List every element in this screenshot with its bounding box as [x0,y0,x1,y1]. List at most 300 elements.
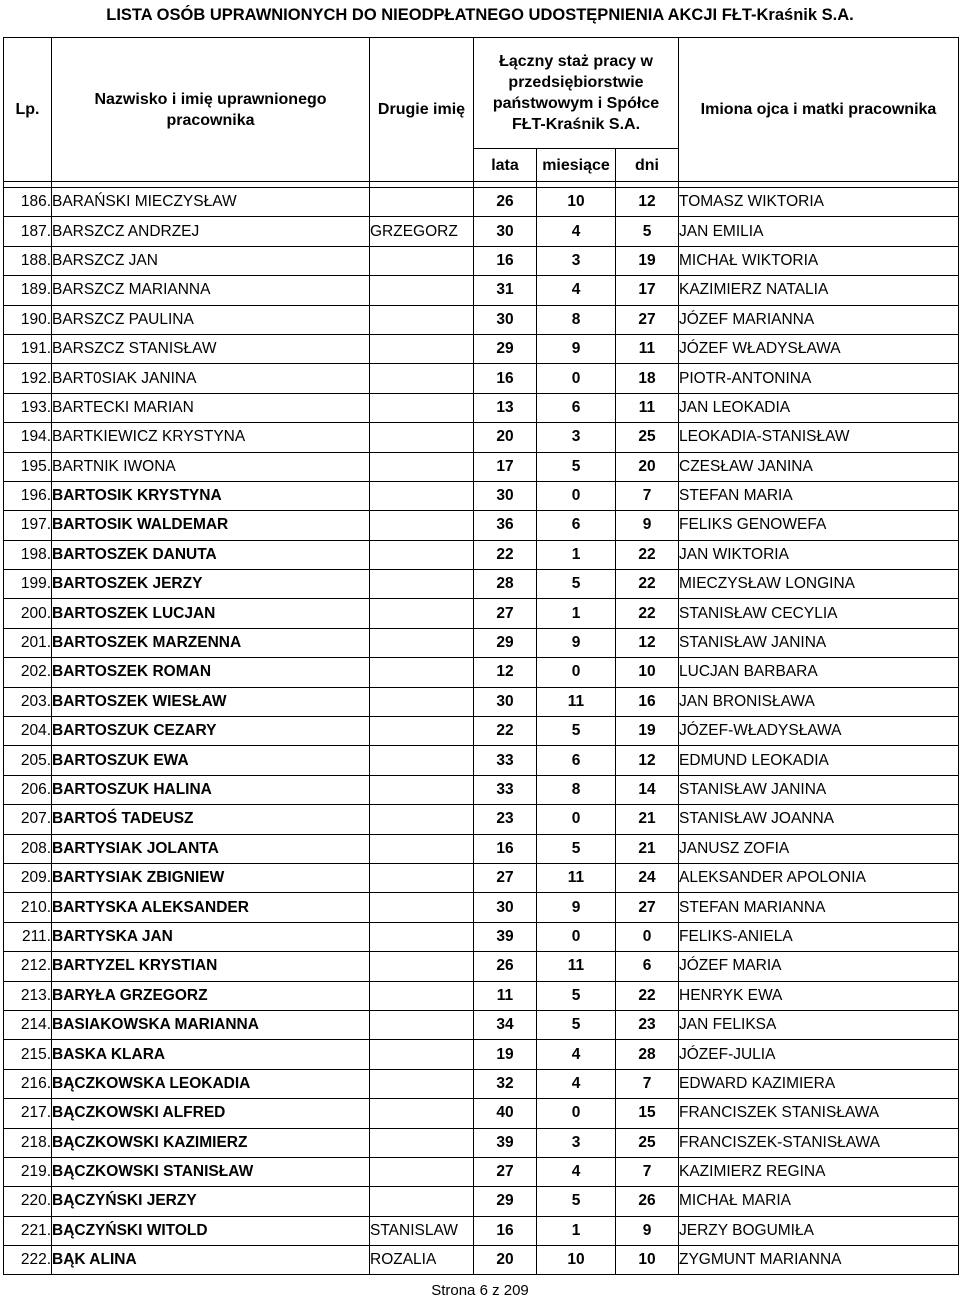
employee-name: BARTOŚ TADEUSZ [52,805,370,834]
service-months: 0 [537,481,616,510]
parents-names: LUCJAN BARBARA [679,658,959,687]
service-years: 36 [474,511,537,540]
second-name [370,188,474,217]
service-years: 20 [474,423,537,452]
service-years: 27 [474,1157,537,1186]
service-months: 9 [537,628,616,657]
service-months: 11 [537,863,616,892]
parents-names: STANISŁAW JOANNA [679,805,959,834]
table-row [4,364,959,393]
service-days: 12 [616,628,679,657]
service-days: 27 [616,305,679,334]
service-years: 33 [474,746,537,775]
second-name [370,893,474,922]
table-row [4,1157,959,1186]
employee-name: BĄCZYŃSKI JERZY [52,1187,370,1216]
second-name [370,1157,474,1186]
employee-name: BARSZCZ ANDRZEJ [52,217,370,246]
second-name [370,599,474,628]
service-years: 16 [474,364,537,393]
service-months: 4 [537,1069,616,1098]
employee-name: BĄCZKOWSKI STANISŁAW [52,1157,370,1186]
employee-name: BARTNIK IWONA [52,452,370,481]
employee-name: BARTYSKA JAN [52,922,370,951]
service-days: 7 [616,1069,679,1098]
service-days: 10 [616,658,679,687]
service-months: 5 [537,452,616,481]
table-row [4,1099,959,1128]
employee-name: BARTOSIK KRYSTYNA [52,481,370,510]
row-number: 188. [4,246,52,275]
service-months: 1 [537,599,616,628]
service-days: 0 [616,922,679,951]
beneficiaries-table [3,37,959,1275]
table-row [4,1010,959,1039]
service-days: 12 [616,746,679,775]
row-number: 199. [4,570,52,599]
table-row [4,217,959,246]
header-lp: Lp. [4,38,52,182]
second-name [370,863,474,892]
parents-names: KAZIMIERZ REGINA [679,1157,959,1186]
service-years: 20 [474,1246,537,1275]
table-row [4,981,959,1010]
second-name [370,1069,474,1098]
employee-name: BARTOSIK WALDEMAR [52,511,370,540]
service-months: 4 [537,1157,616,1186]
second-name [370,570,474,599]
parents-names: JAN EMILIA [679,217,959,246]
service-days: 23 [616,1010,679,1039]
parents-names: STANISŁAW CECYLIA [679,599,959,628]
service-years: 31 [474,276,537,305]
parents-names: STEFAN MARIA [679,481,959,510]
parents-names: MICHAŁ MARIA [679,1187,959,1216]
second-name [370,423,474,452]
row-number: 203. [4,687,52,716]
parents-names: LEOKADIA-STANISŁAW [679,423,959,452]
service-years: 12 [474,658,537,687]
second-name: ROZALIA [370,1246,474,1275]
service-months: 6 [537,511,616,540]
row-number: 222. [4,1246,52,1275]
service-years: 16 [474,1216,537,1245]
service-years: 23 [474,805,537,834]
table-row [4,452,959,481]
table-row [4,628,959,657]
row-number: 206. [4,775,52,804]
table-row [4,775,959,804]
service-years: 30 [474,305,537,334]
row-number: 212. [4,952,52,981]
employee-name: BARSZCZ MARIANNA [52,276,370,305]
table-row [4,952,959,981]
employee-name: BĄCZKOWSKI KAZIMIERZ [52,1128,370,1157]
employee-name: BARSZCZ PAULINA [52,305,370,334]
service-years: 16 [474,834,537,863]
row-number: 215. [4,1040,52,1069]
service-years: 19 [474,1040,537,1069]
parents-names: HENRYK EWA [679,981,959,1010]
service-days: 17 [616,276,679,305]
second-name [370,628,474,657]
parents-names: JERZY BOGUMIŁA [679,1216,959,1245]
second-name [370,481,474,510]
row-number: 211. [4,922,52,951]
service-years: 32 [474,1069,537,1098]
parents-names: JANUSZ ZOFIA [679,834,959,863]
header-service: Łączny staż pracy w przedsiębiorstwie państwowym i Spółce FŁT-Kraśnik S.A. [474,38,679,149]
header-years: lata [474,149,537,182]
employee-name: BARYŁA GRZEGORZ [52,981,370,1010]
service-years: 29 [474,334,537,363]
service-months: 4 [537,1040,616,1069]
employee-name: BARTOSZEK ROMAN [52,658,370,687]
row-number: 219. [4,1157,52,1186]
second-name [370,511,474,540]
table-row [4,717,959,746]
table-row [4,863,959,892]
row-number: 204. [4,717,52,746]
parents-names: JÓZEF WŁADYSŁAWA [679,334,959,363]
employee-name: BARTYSIAK ZBIGNIEW [52,863,370,892]
service-years: 34 [474,1010,537,1039]
table-row [4,393,959,422]
parents-names: MICHAŁ WIKTORIA [679,246,959,275]
service-months: 1 [537,540,616,569]
service-months: 0 [537,658,616,687]
employee-name: BARTKIEWICZ KRYSTYNA [52,423,370,452]
employee-name: BARAŃSKI MIECZYSŁAW [52,188,370,217]
row-number: 214. [4,1010,52,1039]
service-years: 11 [474,981,537,1010]
second-name [370,981,474,1010]
service-months: 5 [537,1010,616,1039]
employee-name: BARTOSZUK CEZARY [52,717,370,746]
row-number: 213. [4,981,52,1010]
table-row [4,305,959,334]
employee-name: BARTECKI MARIAN [52,393,370,422]
service-days: 28 [616,1040,679,1069]
row-number: 198. [4,540,52,569]
service-months: 5 [537,717,616,746]
service-days: 16 [616,687,679,716]
parents-names: EDMUND LEOKADIA [679,746,959,775]
second-name [370,922,474,951]
second-name [370,1040,474,1069]
parents-names: PIOTR-ANTONINA [679,364,959,393]
parents-names: JÓZEF-JULIA [679,1040,959,1069]
table-row [4,334,959,363]
service-years: 27 [474,599,537,628]
service-months: 10 [537,1246,616,1275]
service-months: 5 [537,981,616,1010]
table-row [4,570,959,599]
service-months: 11 [537,952,616,981]
table-row [4,1187,959,1216]
row-number: 208. [4,834,52,863]
employee-name: BARSZCZ JAN [52,246,370,275]
table-row [4,423,959,452]
parents-names: STANISŁAW JANINA [679,628,959,657]
service-days: 11 [616,393,679,422]
service-years: 39 [474,922,537,951]
second-name [370,1128,474,1157]
service-years: 30 [474,217,537,246]
second-name [370,952,474,981]
service-years: 22 [474,717,537,746]
service-days: 22 [616,599,679,628]
service-days: 26 [616,1187,679,1216]
row-number: 189. [4,276,52,305]
table-row [4,1069,959,1098]
parents-names: FELIKS-ANIELA [679,922,959,951]
parents-names: MIECZYSŁAW LONGINA [679,570,959,599]
table-row [4,658,959,687]
row-number: 218. [4,1128,52,1157]
table-row [4,540,959,569]
second-name [370,334,474,363]
employee-name: BASKA KLARA [52,1040,370,1069]
row-number: 205. [4,746,52,775]
service-days: 19 [616,246,679,275]
service-days: 6 [616,952,679,981]
service-years: 30 [474,481,537,510]
parents-names: JAN BRONISŁAWA [679,687,959,716]
parents-names: STANISŁAW JANINA [679,775,959,804]
row-number: 187. [4,217,52,246]
service-days: 21 [616,805,679,834]
parents-names: FELIKS GENOWEFA [679,511,959,540]
header-months: miesiące [537,149,616,182]
service-months: 3 [537,423,616,452]
service-days: 9 [616,1216,679,1245]
table-row [4,481,959,510]
service-months: 5 [537,570,616,599]
service-years: 13 [474,393,537,422]
table-row [4,687,959,716]
second-name [370,364,474,393]
second-name [370,834,474,863]
row-number: 210. [4,893,52,922]
table-body [4,182,959,1275]
second-name [370,1187,474,1216]
employee-name: BARTYZEL KRYSTIAN [52,952,370,981]
service-days: 22 [616,540,679,569]
service-months: 8 [537,305,616,334]
header-parents: Imiona ojca i matki pracownika [679,38,959,182]
parents-names: JÓZEF MARIA [679,952,959,981]
second-name [370,393,474,422]
employee-name: BARTOSZEK DANUTA [52,540,370,569]
header-second-name: Drugie imię [370,38,474,182]
row-number: 217. [4,1099,52,1128]
table-row [4,276,959,305]
service-days: 25 [616,423,679,452]
second-name [370,805,474,834]
service-days: 9 [616,511,679,540]
row-number: 202. [4,658,52,687]
service-days: 19 [616,717,679,746]
table-row [4,1216,959,1245]
parents-names: KAZIMIERZ NATALIA [679,276,959,305]
second-name [370,1099,474,1128]
service-months: 3 [537,246,616,275]
second-name [370,746,474,775]
service-months: 4 [537,217,616,246]
service-months: 9 [537,893,616,922]
service-days: 7 [616,1157,679,1186]
table-row [4,805,959,834]
table-row [4,246,959,275]
service-days: 20 [616,452,679,481]
service-days: 15 [616,1099,679,1128]
second-name [370,305,474,334]
service-years: 30 [474,687,537,716]
parents-names: ALEKSANDER APOLONIA [679,863,959,892]
service-months: 6 [537,393,616,422]
second-name [370,717,474,746]
service-months: 9 [537,334,616,363]
row-number: 195. [4,452,52,481]
service-days: 22 [616,570,679,599]
table-row [4,893,959,922]
employee-name: BARTOSZEK MARZENNA [52,628,370,657]
service-months: 0 [537,805,616,834]
table-row [4,188,959,217]
row-number: 193. [4,393,52,422]
service-years: 30 [474,893,537,922]
row-number: 191. [4,334,52,363]
service-months: 11 [537,687,616,716]
employee-name: BASIAKOWSKA MARIANNA [52,1010,370,1039]
row-number: 192. [4,364,52,393]
parents-names: TOMASZ WIKTORIA [679,188,959,217]
table-row [4,746,959,775]
document-title: LISTA OSÓB UPRAWNIONYCH DO NIEODPŁATNEGO UDOSTĘPNIENIA AKCJI FŁT-Kraśnik S.A. [106,6,854,24]
service-months: 4 [537,276,616,305]
employee-name: BARTOSZUK HALINA [52,775,370,804]
service-days: 12 [616,188,679,217]
parents-names: EDWARD KAZIMIERA [679,1069,959,1098]
parents-names: CZESŁAW JANINA [679,452,959,481]
service-months: 0 [537,922,616,951]
header-days: dni [616,149,679,182]
row-number: 216. [4,1069,52,1098]
service-months: 10 [537,188,616,217]
service-years: 28 [474,570,537,599]
service-years: 22 [474,540,537,569]
row-number: 220. [4,1187,52,1216]
employee-name: BĄCZKOWSKI ALFRED [52,1099,370,1128]
service-months: 1 [537,1216,616,1245]
header-name: Nazwisko i imię uprawnionego pracownika [52,38,370,182]
second-name [370,775,474,804]
service-days: 27 [616,893,679,922]
employee-name: BARTYSIAK JOLANTA [52,834,370,863]
service-years: 40 [474,1099,537,1128]
row-number: 186. [4,188,52,217]
service-years: 26 [474,952,537,981]
service-days: 24 [616,863,679,892]
parents-names: JÓZEF-WŁADYSŁAWA [679,717,959,746]
row-number: 221. [4,1216,52,1245]
parents-names: JAN FELIKSA [679,1010,959,1039]
table-row [4,922,959,951]
table-row [4,1246,959,1275]
row-number: 196. [4,481,52,510]
second-name [370,452,474,481]
employee-name: BĄK ALINA [52,1246,370,1275]
employee-name: BARTOSZEK JERZY [52,570,370,599]
service-days: 11 [616,334,679,363]
service-days: 7 [616,481,679,510]
service-years: 33 [474,775,537,804]
second-name [370,246,474,275]
parents-names: JAN LEOKADIA [679,393,959,422]
table-row [4,599,959,628]
second-name [370,1010,474,1039]
service-months: 8 [537,775,616,804]
second-name [370,276,474,305]
service-years: 29 [474,1187,537,1216]
table-row [4,834,959,863]
parents-names: ZYGMUNT MARIANNA [679,1246,959,1275]
second-name [370,687,474,716]
parents-names: FRANCISZEK STANISŁAWA [679,1099,959,1128]
employee-name: BARTOSZUK EWA [52,746,370,775]
parents-names: JÓZEF MARIANNA [679,305,959,334]
parents-names: JAN WIKTORIA [679,540,959,569]
employee-name: BARTOSZEK LUCJAN [52,599,370,628]
employee-name: BĄCZYŃSKI WITOLD [52,1216,370,1245]
service-months: 3 [537,1128,616,1157]
service-years: 16 [474,246,537,275]
row-number: 209. [4,863,52,892]
row-number: 190. [4,305,52,334]
employee-name: BARTYSKA ALEKSANDER [52,893,370,922]
parents-names: STEFAN MARIANNA [679,893,959,922]
second-name: GRZEGORZ [370,217,474,246]
service-days: 5 [616,217,679,246]
page-number: Strona 6 z 209 [431,1282,529,1299]
second-name [370,658,474,687]
employee-name: BART0SIAK JANINA [52,364,370,393]
table-row [4,1128,959,1157]
service-days: 25 [616,1128,679,1157]
service-days: 10 [616,1246,679,1275]
service-years: 29 [474,628,537,657]
service-days: 18 [616,364,679,393]
service-months: 5 [537,834,616,863]
second-name [370,540,474,569]
service-days: 21 [616,834,679,863]
service-months: 6 [537,746,616,775]
table-row [4,511,959,540]
row-number: 207. [4,805,52,834]
service-months: 5 [537,1187,616,1216]
employee-name: BARSZCZ STANISŁAW [52,334,370,363]
row-number: 201. [4,628,52,657]
service-years: 39 [474,1128,537,1157]
row-number: 197. [4,511,52,540]
service-days: 22 [616,981,679,1010]
table-row [4,1040,959,1069]
employee-name: BARTOSZEK WIESŁAW [52,687,370,716]
row-number: 200. [4,599,52,628]
second-name: STANISLAW [370,1216,474,1245]
employee-name: BĄCZKOWSKA LEOKADIA [52,1069,370,1098]
